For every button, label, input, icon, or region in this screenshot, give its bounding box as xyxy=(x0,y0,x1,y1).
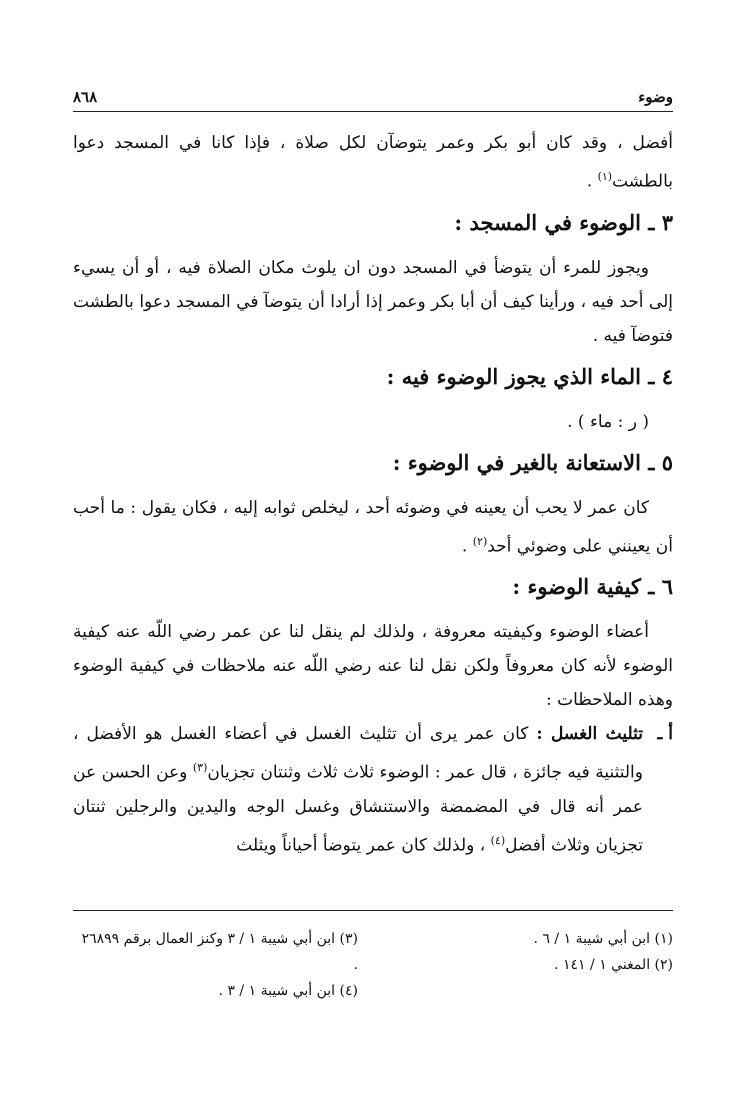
page-number: ٨٦٨ xyxy=(73,88,98,106)
footnote-ref-2[interactable]: (٢) xyxy=(472,534,488,548)
intro-tail: . xyxy=(586,171,598,192)
footnote-ref-3[interactable]: (٣) xyxy=(192,761,208,775)
footnote-ref-4[interactable]: (٤) xyxy=(490,833,506,847)
list-item-a-text xyxy=(73,717,643,862)
footnote-2: (٢) المغني ١ / ١٤١ . xyxy=(554,957,673,973)
intro-paragraph xyxy=(73,126,673,199)
section-paragraph-4: ( ر : ماء ) . xyxy=(567,411,649,432)
list-marker-a: أ ـ xyxy=(657,724,673,745)
section-heading-5: ٥ ـ الاستعانة بالغير في الوضوء : xyxy=(392,449,673,475)
footnote-1: (١) ابن أبي شيبة ١ / ٦ . xyxy=(533,931,673,947)
section-5-tail: . xyxy=(461,536,473,557)
footnote-3: (٣) ابن أبي شيبة ١ / ٣ وكنز العمال برقم ٢٦٨٩٩ . xyxy=(81,931,358,973)
list-item-a-lead: تثليث الغسل : xyxy=(536,724,643,745)
section-paragraph-6: أعضاء الوضوء وكيفيته معروفة ، ولذلك لم ينقل لنا عن عمر رضي اللّه عنه كيفية الوضوء لأنه كان معروفاً ولكن نقل لنا عنه رضي اللّه عنه ملاحظات في كيفية الوضوء وهذه الملاحظات : xyxy=(73,622,673,711)
section-heading-6: ٦ ـ كيفية الوضوء : xyxy=(512,574,673,600)
header-rule xyxy=(73,111,673,112)
section-heading-3: ٣ ـ الوضوء في المسجد : xyxy=(454,209,673,235)
list-item-a-part-1: كان عمر يرى أن تثليث الغسل في أعضاء الغسل هو الأفضل ، والتثنية فيه جائزة ، قال عمر : الوضوء ثلاث ثلاث وثنتان تجزيان xyxy=(73,724,643,783)
footnote-4: (٤) ابن أبي شيبة ١ / ٣ . xyxy=(218,983,358,999)
running-header xyxy=(73,84,673,110)
section-5-text: كان عمر لا يحب أن يعينه في وضوئه أحد ، ليخلص ثوابه إليه ، فكان يقول : ما أحب أن يعينني على وضوئي أحد xyxy=(73,497,673,557)
footnotes xyxy=(73,926,673,1026)
footnote-ref-1[interactable]: (١) xyxy=(597,170,613,183)
running-title: وضوء xyxy=(638,88,673,106)
section-paragraph-5 xyxy=(73,491,673,564)
list-item-a-part-2: وعن الحسن عن عمر أنه قال في المضمضة والاستنشاق وغسل الوجه واليدين والرجلين ثنتان تجزيان وثلاث أفضل xyxy=(73,762,643,856)
list-item-a xyxy=(73,717,673,862)
footnote-rule xyxy=(73,910,673,911)
page-body xyxy=(73,126,673,863)
section-paragraph-3: ويجوز للمرء أن يتوضأ في المسجد دون ان يلوث مكان الصلاة فيه ، أو أن يسيء إلى أحد فيه ، ورأينا كيف أن أبا بكر وعمر إذا أرادا أن يتوضآ في المسجد دعوا بالطشت فتوضآ فيه . xyxy=(73,257,673,346)
footnotes-column-left xyxy=(73,926,358,1004)
list-item-a-part-3: ، ولذلك كان عمر يتوضأ أحياناً ويثلث xyxy=(236,835,491,856)
intro-text: أفضل ، وقد كان أبو بكر وعمر يتوضآن لكل صلاة ، فإذا كانا في المسجد دعوا بالطشت xyxy=(73,133,673,192)
section-heading-4: ٤ ـ الماء الذي يجوز الوضوء فيه : xyxy=(386,363,673,389)
footnotes-column-right xyxy=(453,926,673,978)
